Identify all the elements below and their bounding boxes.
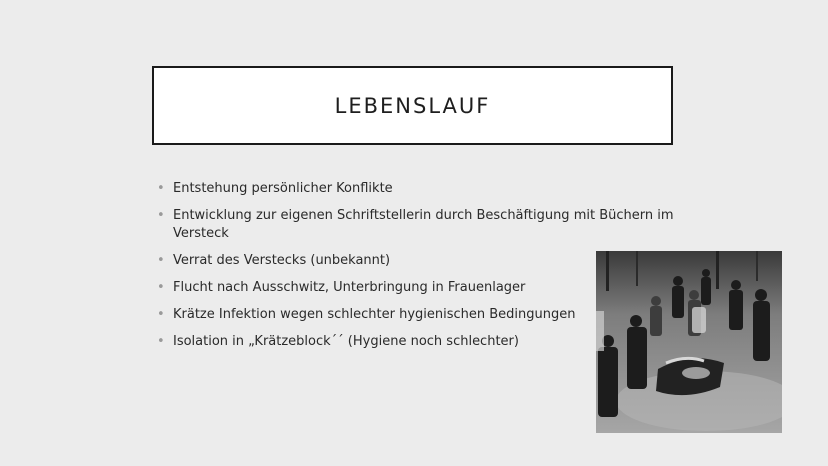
bullet-text: Entstehung persönlicher Konflikte (173, 181, 393, 196)
bullet-item (157, 180, 677, 198)
title-box (152, 66, 673, 145)
bullet-item (157, 207, 677, 243)
bullet-text: Krätze Infektion wegen schlechter hygienischen Bedingungen (173, 307, 576, 322)
bullet-text: Isolation in „Krätzeblock´´ (Hygiene noch schlechter) (173, 334, 519, 349)
slide-title: LEBENSLAUF (334, 93, 491, 118)
bullet-dot-icon: • (157, 334, 165, 349)
photo-image (596, 251, 782, 433)
bullet-text: Entwicklung zur eigenen Schriftstellerin durch Beschäftigung mit Büchern im Versteck (173, 208, 674, 241)
bullet-text: Verrat des Verstecks (unbekannt) (173, 253, 391, 268)
historical-photo (596, 251, 782, 433)
bullet-text: Flucht nach Ausschwitz, Unterbringung in Frauenlager (173, 280, 526, 295)
bullet-dot-icon: • (157, 208, 165, 223)
bullet-dot-icon: • (157, 307, 165, 322)
bullet-dot-icon: • (157, 253, 165, 268)
bullet-dot-icon: • (157, 280, 165, 295)
bullet-dot-icon: • (157, 181, 165, 196)
